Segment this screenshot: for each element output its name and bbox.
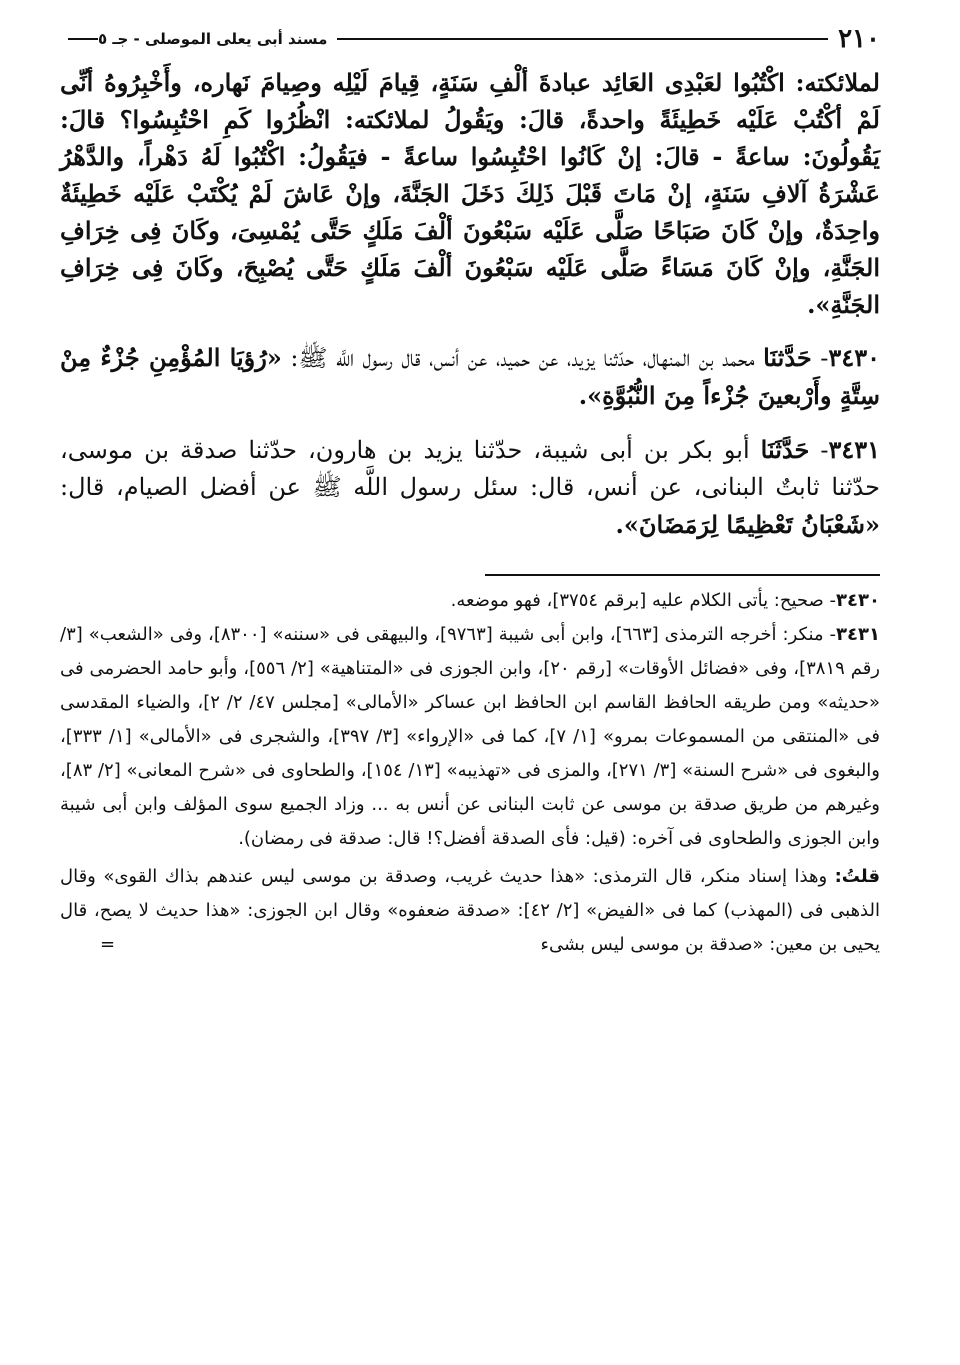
commentary-lead: قلتُ:: [834, 866, 880, 887]
footnote-number: ٣٤٣١: [836, 624, 880, 645]
footnote-number: ٣٤٣٠: [836, 590, 880, 611]
continued-hadith-text: لملائكته: اكْتُبُوا لعَبْدِى العَائِد عبادةَ ألْفِ سَنَةٍ، قِيامَ لَيْلِه وصِيامَ نَهاره، وأَخْبِرُوهُ أنِّى لَمْ أكْتُبْ عَلَيْه خَطِيئَةً واحدةً، قالَ: ويَقُولُ لملائكته: انْظُرُوا كَمِ احْتُبِسُوا؟ قالَ: يَقُولُونَ: ساعةً - قالَ: إنْ كَانُوا احْتُبِسُوا ساعةً - فيَقُولُ: اكْتُبُوا لَهُ دَهْراً، والدَّهْرُ عَشْرَةُ آلافِ سَنَةٍ، إنْ مَاتَ قَبْلَ ذَلِكَ دَخَلَ الجَنَّةَ، وإنْ عَاشَ لَمْ يُكْتَبْ عَلَيْه خَطِيئَةٌ واحِدَةٌ، وإنْ كَانَ صَبَاحًا صَلَّى عَلَيْه سَبْعُونَ ألْفَ مَلَكٍ حَتَّى يُمْسِىَ، وكَانَ فِى خِرَافِ الجَنَّةِ، وإنْ كَانَ مَسَاءً صَلَّى عَلَيْه سَبْعُونَ ألْفَ مَلَكٍ حَتَّى يُصْبِحَ، وكَانَ فِى خِرَافِ الجَنَّةِ».: [60, 68, 880, 319]
header-rule: [337, 38, 828, 40]
commentary: [60, 860, 880, 962]
haddathana-marker: حَدَّثنَا: [763, 343, 812, 372]
footnote-separator: [485, 574, 880, 576]
matn-text: «شَعْبَانُ تَعْظِيمًا لِرَمَضَانَ».: [615, 510, 880, 539]
isnad-text: محمد بن المنهال، حدّثنا يزيد، عن حميد، عن أنس، قال رسول اللَّه ﷺ:: [290, 344, 755, 372]
commentary-text: وهذا إسناد منكر، قال الترمذى: «هذا حديث غريب، وصدقة بن موسى ليس عندهم بذاك القوى» وقال الذهبى فى (المهذب) كما فى «الفيض» [٢/ ٤٢]: «صدقة ضعفوه» وقال ابن الجوزى: «هذا حديث لا يصح، قال يحيى بن معين: «صدقة بن موسى ليس بشىء: [60, 866, 880, 955]
footnote-text: منكر: أخرجه الترمذى [٦٦٣]، وابن أبى شيبة [٩٧٦٣]، والبيهقى فى «سننه» [٨٣٠٠]، وفى «الشعب» [٣/ رقم ٣٨١٩]، وفى «فضائل الأوقات» [رقم ٢٠]، وابن الجوزى فى «المتناهية» [٢/ ٥٥٦]، وأبو حامد الحضرمى فى «حديثه» ومن طريقه الحافظ القاسم ابن الحافظ ابن عساكر «الأمالى» [مجلس ٤٧/ ٢/ ٢]، والضياء المقدسى فى «المنتقى من المسموعات بمرو» [١/ ٧]، كما فى «الإرواء» [٣/ ٣٩٧]، والشجرى فى «الأمالى» [١/ ٣٣٣]، والبغوى فى «شرح السنة» [٣/ ٢٧١]، والمزى فى «تهذيبه» [١٣/ ١٥٤]، والطحاوى فى «شرح المعانى» [٢/ ٨٣]، وغيرهم من طريق صدقة بن موسى عن ثابت البنانى عن أنس به ... وزاد الجميع سوى المؤلف وابن أبى شيبة وابن الجوزى والطحاوى فى آخره: (قيل: فأى الصدقة أفضل؟! قال: صدقة فى رمضان).: [60, 624, 880, 849]
footnote-3431: ٣٤٣١- منكر: أخرجه الترمذى [٦٦٣]، وابن أبى شيبة [٩٧٦٣]، والبيهقى فى «سننه» [٨٣٠٠]، وفى «الشعب» [٣/ رقم ٣٨١٩]، وفى «فضائل الأوقات» [رقم ٢٠]، وابن الجوزى فى «المتناهية» [٢/ ٥٥٦]، وأبو حامد الحضرمى فى «حديثه» ومن طريقه الحافظ القاسم ابن الحافظ ابن عساكر «الأمالى» [مجلس ٤٧/ ٢/ ٢]، والضياء المقدسى فى «المنتقى من المسموعات بمرو» [١/ ٧]، كما فى «الإرواء» [٣/ ٣٩٧]، والشجرى فى «الأمالى» [١/ ٣٣٣]، والبغوى فى «شرح السنة» [٣/ ٢٧١]، والمزى فى «تهذيبه» [١٣/ ١٥٤]، والطحاوى فى «شرح المعانى» [٢/ ٨٣]، وغيرهم من طريق صدقة بن موسى عن ثابت البنانى عن أنس به ... وزاد الجميع سوى المؤلف وابن أبى شيبة وابن الجوزى والطحاوى فى آخره: (قيل: فأى الصدقة أفضل؟! قال: صدقة فى رمضان).: [60, 624, 880, 849]
main-text: [60, 64, 880, 544]
running-header: [60, 18, 880, 60]
hadith-number: ٣٤٣١: [828, 435, 881, 464]
book-page: [60, 18, 880, 962]
hadith-number: ٣٤٣٠: [828, 343, 880, 372]
footnotes: [60, 584, 880, 962]
running-title: مسند أبى يعلى الموصلى - جـ ٥: [98, 30, 328, 48]
isnad-text: أبو بكر بن أبى شيبة، حدّثنا يزيد بن هارون، حدّثنا صدقة بن موسى، حدّثنا ثابتٌ البنانى، عن أنس، قال: سئل رسول اللَّه ﷺ عن أفضل الصيام، قال:: [60, 436, 880, 501]
header-dash: [68, 38, 98, 40]
page-number: ٢١٠: [838, 24, 880, 54]
matn-text: «رُؤيَا المُؤْمِنِ جُزْءٌ مِنْ سِتَّةٍ وأَرْبعينَ جُزْءاً مِنَ النُّبُوَّةِ».: [60, 343, 880, 410]
haddathana-marker: حَدَّثَنَا: [760, 435, 810, 464]
continuation-mark: =: [100, 934, 116, 955]
footnote-text: صحيح: يأتى الكلام عليه [برقم ٣٧٥٤]، فهو موضعه.: [450, 590, 824, 611]
footnote-3430: ٣٤٣٠- صحيح: يأتى الكلام عليه [برقم ٣٧٥٤]، فهو موضعه.: [450, 590, 880, 611]
hadith-3430: ٣٤٣٠- حَدَّثنَا محمد بن المنهال، حدّثنا يزيد، عن حميد، عن أنس، قال رسول اللَّه ﷺ: «رُؤيَا المُؤْمِنِ جُزْءٌ مِنْ سِتَّةٍ وأَرْبعينَ جُزْءاً مِنَ النُّبُوَّةِ».: [60, 343, 880, 410]
hadith-3431: ٣٤٣١- حَدَّثَنَا أبو بكر بن أبى شيبة، حدّثنا يزيد بن هارون، حدّثنا صدقة بن موسى، حدّثنا ثابتٌ البنانى، عن أنس، قال: سئل رسول اللَّه ﷺ عن أفضل الصيام، قال: «شَعْبَانُ تَعْظِيمًا لِرَمَضَانَ».: [60, 435, 881, 539]
